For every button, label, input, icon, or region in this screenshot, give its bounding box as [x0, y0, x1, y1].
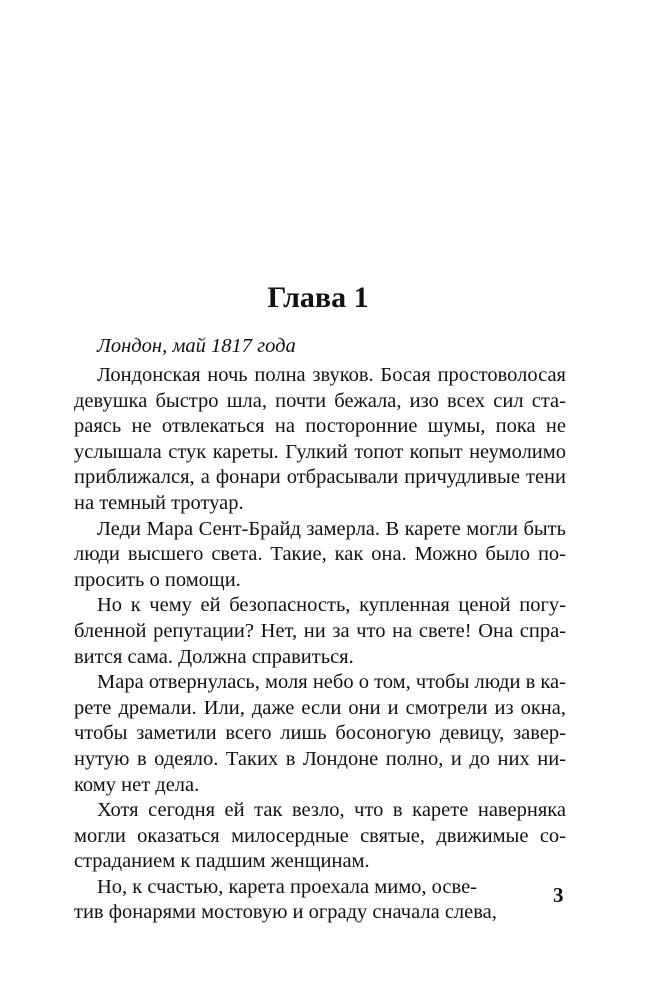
text-line: могли оказаться милосердные святые, движимые со- — [74, 824, 566, 847]
chapter-place-date: Лондон, май 1817 года — [97, 335, 296, 357]
text-line: нутую в одеяло. Таких в Лондоне полно, и до них ни- — [74, 747, 566, 770]
text-line: Но к чему ей безопасность, купленная ценой погу- — [97, 594, 566, 617]
body-text — [74, 363, 566, 926]
text-line: девушка быстро шла, почти бежала, изо всех сил ста- — [74, 389, 566, 412]
text-line: раясь не отвлекаться на посторонние шумы, пока не — [74, 415, 566, 438]
text-line: Мара отвернулась, моля небо о том, чтобы люди в ка- — [97, 671, 566, 694]
text-line: Леди Мара Сент-Брайд замерла. В карете могли быть — [97, 517, 566, 540]
text-line: вится сама. Должна справиться. — [74, 645, 354, 668]
text-line: на темный тротуар. — [74, 491, 244, 514]
text-line: люди высшего света. Такие, как она. Можно было по- — [74, 543, 566, 566]
text-line: просить о помощи. — [74, 568, 241, 591]
text-line: рете дремали. Или, даже если они и смотрели из окна, — [74, 696, 566, 719]
text-line: страданием к падшим женщинам. — [74, 850, 370, 873]
chapter-title: Глава 1 — [267, 281, 369, 314]
text-line: чтобы заметили всего лишь босоногую девицу, завер- — [74, 722, 566, 745]
text-line: Хотя сегодня ей так везло, что в карете наверняка — [97, 799, 566, 822]
text-line: услышала стук кареты. Гулкий топот копыт неумолимо — [74, 440, 566, 463]
text-line: бленной репутации? Нет, ни за что на свете! Она спра- — [74, 619, 566, 642]
text-line: Но, к счастью, карета проехала мимо, осве- — [97, 875, 478, 898]
text-line: Лондонская ночь полна звуков. Босая простоволосая — [97, 364, 566, 386]
text-line: кому нет дела. — [74, 773, 200, 796]
text-line: тив фонарями мостовую и ограду сначала слева, — [74, 901, 497, 924]
text-line: приближался, а фонари отбрасывали причудливые тени — [74, 466, 566, 489]
page-number: 3 — [553, 883, 564, 907]
